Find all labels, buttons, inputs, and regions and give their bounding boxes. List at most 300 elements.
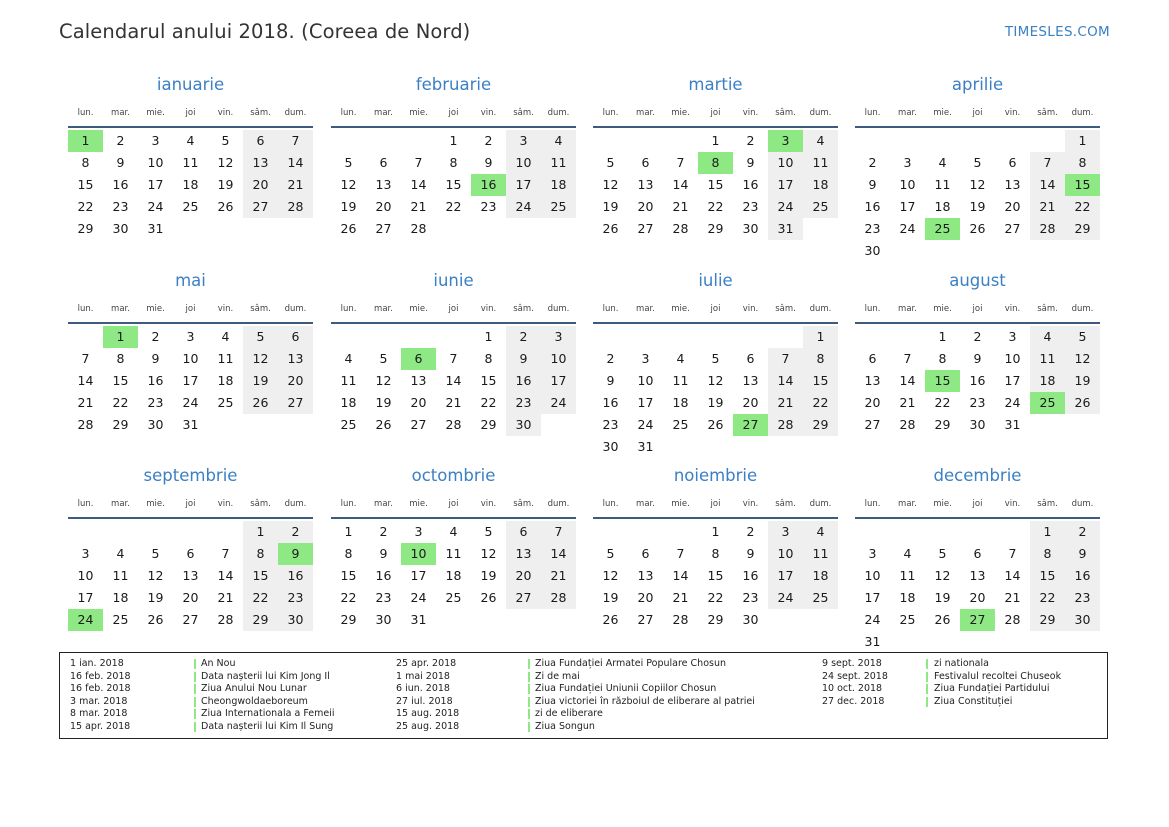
day-cell: 11 [899, 568, 916, 583]
day-grid [855, 521, 1100, 653]
day-cell: 26 [340, 221, 357, 236]
day-cell: 6 [243, 130, 278, 152]
day-cell: 5 [151, 546, 160, 561]
holiday-name: zi nationala [934, 658, 989, 669]
day-cell: 10 [77, 568, 94, 583]
day-cell: 9 [116, 155, 125, 170]
day-cell: 18 [182, 177, 199, 192]
day-cell: 9 [151, 351, 160, 366]
holiday-name: Data nașterii lui Kim Jong Il [201, 670, 330, 682]
holiday-marker [528, 684, 530, 694]
day-cell: 1 [484, 329, 493, 344]
day-cell: 18 [340, 395, 357, 410]
weekday-label: mar. [374, 304, 393, 314]
header-rule [593, 517, 838, 519]
weekday-header [855, 499, 1100, 513]
day-cell: 24 [864, 612, 881, 627]
month-noiembrie [593, 466, 838, 651]
day-cell: 30 [864, 243, 881, 258]
day-cell: 10 [637, 373, 654, 388]
holiday-date: 8 mar. 2018 [70, 708, 128, 720]
day-cell: 20 [864, 395, 881, 410]
day-cell: 2 [278, 521, 313, 543]
weekday-label: lun. [77, 304, 94, 314]
day-cell: 9 [484, 155, 493, 170]
day-cell: 17 [899, 199, 916, 214]
day-cell: 27 [410, 417, 427, 432]
day-cell: 14 [77, 373, 94, 388]
day-cell: 27 [637, 221, 654, 236]
day-cell: 13 [375, 177, 392, 192]
weekday-header [331, 304, 576, 318]
day-cell: 6 [868, 351, 877, 366]
holiday-marker [194, 672, 196, 682]
holiday-name: Ziua Anului Nou Lunar [201, 683, 307, 695]
weekday-label: lun. [864, 499, 881, 509]
day-cell: 19 [934, 590, 951, 605]
day-cell: 6 [379, 155, 388, 170]
day-cell: 18 [672, 395, 689, 410]
day-cell: 31 [768, 218, 803, 240]
day-cell: 21 [768, 392, 803, 414]
day-cell: 11 [182, 155, 199, 170]
weekday-label: vin. [742, 108, 759, 118]
day-cell: 14 [768, 370, 803, 392]
day-cell: 5 [243, 326, 278, 348]
day-cell: 14 [672, 177, 689, 192]
day-cell: 15 [243, 565, 278, 587]
month-name: martie [688, 75, 743, 94]
day-cell: 30 [375, 612, 392, 627]
weekday-header [855, 304, 1100, 318]
day-cell: 10 [506, 152, 541, 174]
holiday-day-cell: 6 [401, 348, 436, 370]
day-cell: 25 [803, 196, 838, 218]
day-grid [68, 521, 313, 653]
weekday-label: mar. [636, 499, 655, 509]
day-cell: 27 [1004, 221, 1021, 236]
day-cell: 15 [445, 177, 462, 192]
day-cell: 23 [375, 590, 392, 605]
page-title: Calendarul anului 2018. (Coreea de Nord) [59, 20, 471, 43]
weekday-label: joi [185, 304, 196, 314]
day-cell: 8 [1030, 543, 1065, 565]
holiday-name: Ziua Songun [535, 720, 595, 732]
day-cell: 15 [707, 568, 724, 583]
weekday-label: dum. [809, 304, 832, 314]
holiday-day-cell: 25 [1030, 392, 1065, 414]
holiday-day-cell: 8 [698, 152, 733, 174]
day-cell: 27 [864, 417, 881, 432]
day-cell: 21 [672, 199, 689, 214]
day-cell: 28 [445, 417, 462, 432]
day-cell: 20 [375, 199, 392, 214]
day-cell: 25 [182, 199, 199, 214]
holiday-date: 9 sept. 2018 [822, 658, 882, 669]
day-cell: 3 [1008, 329, 1017, 344]
month-decembrie [855, 466, 1100, 651]
weekday-label: mie. [671, 108, 690, 118]
day-cell: 15 [707, 177, 724, 192]
weekday-label: joi [448, 304, 459, 314]
weekday-label: mar. [111, 499, 130, 509]
month-august [855, 271, 1100, 456]
day-cell: 17 [637, 395, 654, 410]
weekday-label: lun. [864, 108, 881, 118]
month-mai [68, 271, 313, 456]
weekday-label: dum. [1071, 499, 1094, 509]
day-cell: 3 [768, 521, 803, 543]
day-cell: 12 [602, 177, 619, 192]
day-cell: 22 [112, 395, 129, 410]
day-cell: 2 [746, 524, 755, 539]
weekday-label: mie. [146, 304, 165, 314]
holiday-marker [528, 709, 530, 719]
day-cell: 28 [672, 221, 689, 236]
holiday-marker [528, 722, 530, 732]
day-cell: 17 [410, 568, 427, 583]
holiday-day-cell: 27 [960, 609, 995, 631]
day-cell: 16 [278, 565, 313, 587]
day-grid [68, 130, 313, 262]
weekday-label: sâm. [250, 499, 271, 509]
day-cell: 7 [414, 155, 423, 170]
day-cell: 5 [711, 351, 720, 366]
day-cell: 31 [1004, 417, 1021, 432]
header-rule [855, 517, 1100, 519]
holiday-row [70, 721, 370, 734]
weekday-label: mar. [374, 499, 393, 509]
weekday-label: lun. [602, 304, 619, 314]
holiday-marker [528, 697, 530, 707]
day-cell: 20 [506, 565, 541, 587]
day-cell: 28 [899, 417, 916, 432]
day-cell: 27 [243, 196, 278, 218]
day-cell: 9 [1065, 543, 1100, 565]
day-cell: 22 [803, 392, 838, 414]
holiday-date: 3 mar. 2018 [70, 695, 128, 707]
day-grid [593, 130, 838, 262]
day-cell: 1 [938, 329, 947, 344]
holiday-row [70, 708, 370, 721]
day-cell: 22 [1030, 587, 1065, 609]
day-cell: 12 [147, 568, 164, 583]
holiday-day-cell: 16 [471, 174, 506, 196]
day-cell: 22 [1065, 196, 1100, 218]
holiday-name: Ziua Fundației Uniunii Copiilor Chosun [535, 683, 717, 695]
day-cell: 14 [1004, 568, 1021, 583]
weekday-label: dum. [547, 499, 570, 509]
day-cell: 16 [969, 373, 986, 388]
weekday-label: joi [710, 499, 721, 509]
weekday-label: mie. [933, 304, 952, 314]
day-grid [331, 130, 576, 262]
day-cell: 20 [742, 395, 759, 410]
day-cell: 13 [637, 177, 654, 192]
month-februarie [331, 75, 576, 260]
day-cell: 24 [410, 590, 427, 605]
day-cell: 18 [445, 568, 462, 583]
day-cell: 30 [742, 612, 759, 627]
day-cell: 6 [746, 351, 755, 366]
day-cell: 24 [147, 199, 164, 214]
holiday-day-cell: 1 [68, 130, 103, 152]
day-cell: 19 [375, 395, 392, 410]
day-cell: 26 [602, 221, 619, 236]
day-cell: 22 [707, 590, 724, 605]
day-cell: 20 [637, 590, 654, 605]
day-cell: 26 [243, 392, 278, 414]
holiday-date: 25 aug. 2018 [396, 720, 460, 732]
day-cell: 2 [606, 351, 615, 366]
day-cell: 8 [484, 351, 493, 366]
day-cell: 19 [707, 395, 724, 410]
day-cell: 4 [903, 546, 912, 561]
weekday-label: joi [710, 108, 721, 118]
day-cell: 2 [484, 133, 493, 148]
day-cell: 20 [243, 174, 278, 196]
day-cell: 26 [707, 417, 724, 432]
day-cell: 8 [243, 543, 278, 565]
weekday-label: vin. [480, 108, 497, 118]
day-cell: 12 [340, 177, 357, 192]
holiday-date: 6 iun. 2018 [396, 683, 450, 695]
day-cell: 15 [340, 568, 357, 583]
site-link[interactable]: TIMESLES.COM [1004, 24, 1110, 40]
day-cell: 21 [541, 565, 576, 587]
day-cell: 5 [344, 155, 353, 170]
day-cell: 27 [506, 587, 541, 609]
day-cell: 12 [602, 568, 619, 583]
day-cell: 31 [864, 634, 881, 649]
holiday-column [822, 658, 1122, 708]
holiday-row [396, 683, 717, 696]
day-cell: 22 [934, 395, 951, 410]
day-cell: 24 [899, 221, 916, 236]
header-rule [331, 322, 576, 324]
day-cell: 29 [803, 414, 838, 436]
day-cell: 30 [602, 439, 619, 454]
day-cell: 19 [147, 590, 164, 605]
holiday-date: 24 sept. 2018 [822, 670, 888, 682]
day-cell: 25 [803, 587, 838, 609]
day-cell: 18 [541, 174, 576, 196]
holiday-marker [194, 697, 196, 707]
day-cell: 2 [379, 524, 388, 539]
day-cell: 5 [1065, 326, 1100, 348]
holiday-row [396, 695, 755, 709]
day-cell: 29 [243, 609, 278, 631]
weekday-label: joi [448, 499, 459, 509]
day-grid [855, 326, 1100, 458]
day-grid [855, 130, 1100, 262]
day-cell: 14 [672, 568, 689, 583]
holiday-date: 16 feb. 2018 [70, 683, 131, 695]
day-cell: 23 [278, 587, 313, 609]
day-cell: 11 [340, 373, 357, 388]
day-cell: 21 [445, 395, 462, 410]
day-cell: 6 [973, 546, 982, 561]
day-cell: 20 [410, 395, 427, 410]
day-cell: 13 [864, 373, 881, 388]
holiday-date: 15 aug. 2018 [396, 708, 460, 720]
weekday-label: mie. [933, 108, 952, 118]
day-cell: 7 [541, 521, 576, 543]
day-cell: 12 [480, 546, 497, 561]
month-name: ianuarie [156, 75, 225, 94]
weekday-label: lun. [77, 499, 94, 509]
day-cell: 29 [707, 612, 724, 627]
weekday-label: lun. [602, 499, 619, 509]
holiday-column [396, 658, 755, 734]
holiday-row [822, 683, 1122, 696]
day-cell: 4 [938, 155, 947, 170]
weekday-label: joi [972, 499, 983, 509]
month-martie [593, 75, 838, 260]
day-cell: 25 [445, 590, 462, 605]
day-cell: 29 [77, 221, 94, 236]
holiday-row [822, 696, 1122, 709]
month-name: mai [175, 271, 206, 290]
holiday-day-cell: 25 [925, 218, 960, 240]
day-cell: 17 [1004, 373, 1021, 388]
month-name: aprilie [951, 75, 1004, 94]
weekday-header [68, 499, 313, 513]
day-cell: 30 [506, 414, 541, 436]
weekday-label: dum. [1071, 108, 1094, 118]
day-cell: 17 [864, 590, 881, 605]
day-cell: 14 [1030, 174, 1065, 196]
weekday-label: vin. [1004, 108, 1021, 118]
weekday-label: dum. [809, 108, 832, 118]
month-name: august [949, 271, 1006, 290]
weekday-label: dum. [284, 108, 307, 118]
weekday-header [593, 499, 838, 513]
day-cell: 2 [1065, 521, 1100, 543]
day-cell: 21 [1030, 196, 1065, 218]
holiday-row [396, 708, 696, 721]
day-cell: 16 [864, 199, 881, 214]
day-cell: 5 [379, 351, 388, 366]
weekday-label: mar. [111, 304, 130, 314]
weekday-label: lun. [340, 304, 357, 314]
day-cell: 5 [606, 546, 615, 561]
day-cell: 1 [803, 326, 838, 348]
day-cell: 4 [186, 133, 195, 148]
day-cell: 19 [243, 370, 278, 392]
day-cell: 17 [147, 177, 164, 192]
day-cell: 14 [445, 373, 462, 388]
day-cell: 24 [768, 196, 803, 218]
weekday-label: vin. [217, 304, 234, 314]
day-cell: 4 [449, 524, 458, 539]
day-cell: 7 [903, 351, 912, 366]
header-rule [68, 322, 313, 324]
weekday-label: mar. [898, 304, 917, 314]
day-cell: 13 [969, 568, 986, 583]
weekday-label: vin. [1004, 304, 1021, 314]
day-cell: 23 [969, 395, 986, 410]
holiday-name: An Nou [201, 658, 236, 669]
holiday-date: 27 iul. 2018 [396, 695, 453, 707]
day-cell: 11 [445, 546, 462, 561]
day-cell: 6 [506, 521, 541, 543]
day-grid [593, 521, 838, 653]
header-rule [68, 517, 313, 519]
day-cell: 13 [278, 348, 313, 370]
day-cell: 4 [541, 130, 576, 152]
month-iulie [593, 271, 838, 456]
weekday-label: mar. [636, 108, 655, 118]
weekday-label: mar. [898, 108, 917, 118]
holiday-name: Ziua Constituției [934, 695, 1013, 707]
day-cell: 9 [746, 546, 755, 561]
day-cell: 17 [541, 370, 576, 392]
day-cell: 17 [768, 565, 803, 587]
day-cell: 4 [803, 130, 838, 152]
weekday-label: mie. [409, 108, 428, 118]
day-cell: 31 [637, 439, 654, 454]
weekday-label: dum. [1071, 304, 1094, 314]
day-cell: 19 [480, 568, 497, 583]
day-cell: 13 [182, 568, 199, 583]
day-cell: 13 [1004, 177, 1021, 192]
holiday-name: Cheongwoldaeboreum [201, 695, 308, 707]
header-rule [855, 126, 1100, 128]
day-cell: 13 [243, 152, 278, 174]
day-cell: 14 [541, 543, 576, 565]
day-cell: 11 [803, 152, 838, 174]
day-cell: 2 [506, 326, 541, 348]
weekday-label: sâm. [513, 499, 534, 509]
day-cell: 20 [182, 590, 199, 605]
day-cell: 3 [868, 546, 877, 561]
holiday-name: Ziua victoriei în războiul de eliberare al patriei [535, 695, 755, 707]
day-cell: 4 [344, 351, 353, 366]
holiday-date: 25 apr. 2018 [396, 658, 457, 669]
day-cell: 5 [938, 546, 947, 561]
day-cell: 18 [803, 174, 838, 196]
holiday-row [70, 671, 370, 684]
header-rule [68, 126, 313, 128]
day-cell: 28 [672, 612, 689, 627]
weekday-label: dum. [547, 304, 570, 314]
day-cell: 27 [637, 612, 654, 627]
day-cell: 29 [340, 612, 357, 627]
holiday-day-cell: 10 [401, 543, 436, 565]
day-cell: 18 [803, 565, 838, 587]
weekday-header [331, 499, 576, 513]
day-cell: 21 [77, 395, 94, 410]
day-cell: 14 [278, 152, 313, 174]
day-cell: 27 [278, 392, 313, 414]
day-cell: 3 [903, 155, 912, 170]
holiday-marker [926, 672, 928, 682]
holiday-date: 1 ian. 2018 [70, 658, 124, 669]
month-name: iunie [433, 271, 474, 290]
holiday-marker [194, 659, 196, 669]
holiday-day-cell: 15 [1065, 174, 1100, 196]
weekday-label: vin. [1004, 499, 1021, 509]
holiday-date: 27 dec. 2018 [822, 695, 885, 707]
day-cell: 22 [707, 199, 724, 214]
holiday-marker [926, 697, 928, 707]
holiday-column [70, 658, 370, 734]
day-cell: 16 [602, 395, 619, 410]
month-octombrie [331, 466, 576, 651]
weekday-label: sâm. [775, 108, 796, 118]
day-cell: 22 [340, 590, 357, 605]
